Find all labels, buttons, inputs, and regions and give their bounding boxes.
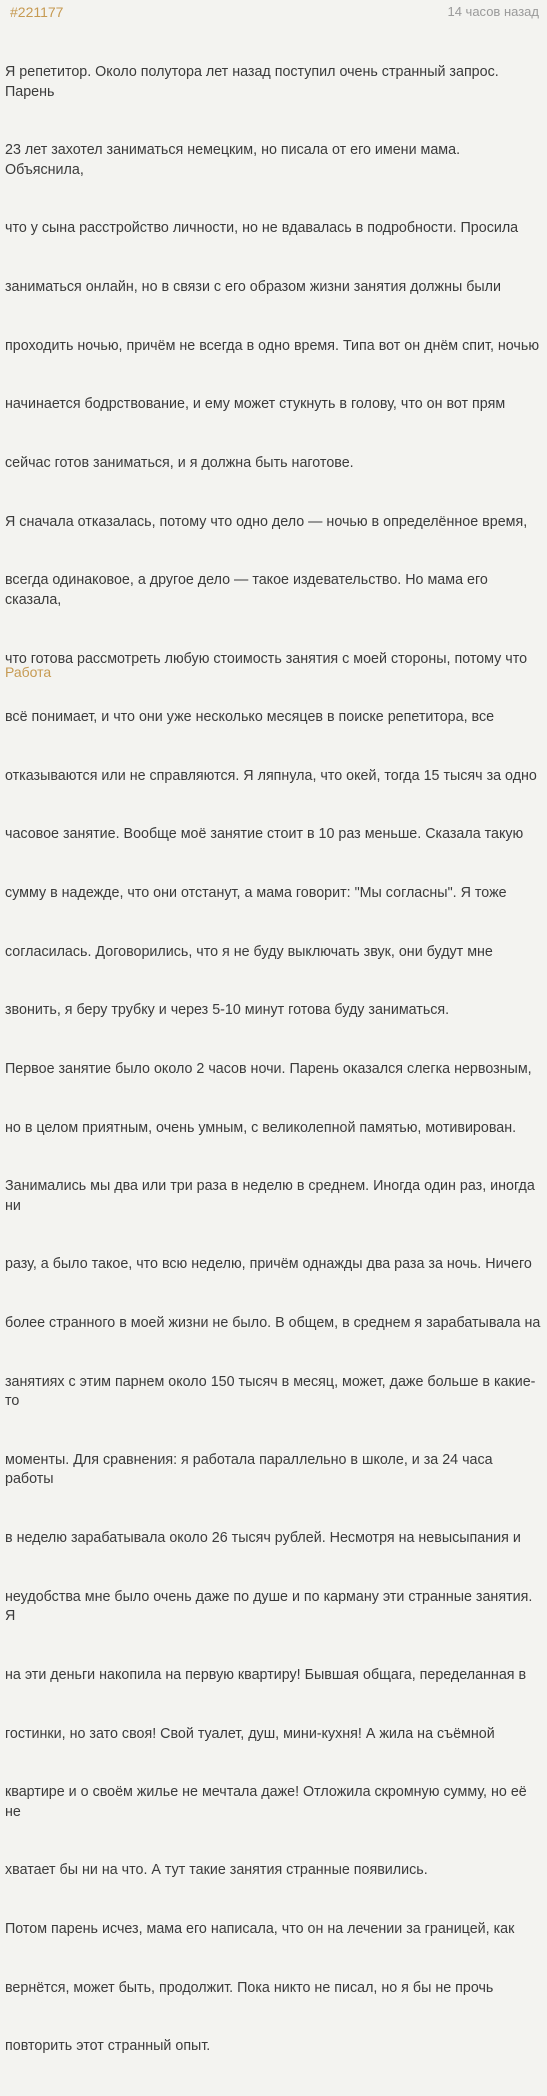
post-line: звонить, я беру трубку и через 5-10 минут готова буду заниматься. [5, 1002, 450, 1019]
post-line: всегда одинаковое, а другое дело — такое издевательство. Но мама его сказала, [5, 572, 492, 608]
post-id-link[interactable]: #221177 [10, 4, 64, 20]
post-line: повторить этот странный опыт. [5, 2038, 211, 2055]
post-line: Я репетитор. Около полутора лет назад поступил очень странный запрос. Парень [5, 64, 503, 100]
post-line: более странного в моей жизни не было. В общем, в среднем я зарабатывала на [5, 1315, 541, 1332]
post-line: моменты. Для сравнения: я работала параллельно в школе, и за 24 часа работы [5, 1451, 497, 1488]
post-line: сумму в надежде, что они отстанут, а мама говорит: "Мы согласны". Я тоже [5, 885, 507, 902]
post-line: заниматься онлайн, но в связи с его образом жизни занятия должны были [5, 279, 501, 296]
post-line: начинается бодрствование, и ему может стукнуть в голову, что он вот прям [5, 396, 506, 413]
post-line: Первое занятие было около 2 часов ночи. Парень оказался слегка нервозным, [5, 1060, 532, 1077]
post-line: хватает бы ни на что. А тут такие занятия странные появились. [5, 1862, 428, 1879]
post-line: что у сына расстройство личности, но не вдавалась в подробности. Просила [5, 220, 519, 237]
post-line: сейчас готов заниматься, и я должна быть наготове. [5, 455, 354, 472]
post-line: что готова рассмотреть любую стоимость занятия с моей стороны, потому что [5, 650, 528, 667]
post-line: гостинки, но зато своя! Свой туалет, душ, мини-кухня! А жила на съёмной [5, 1725, 495, 1742]
post-line: занятиях с этим парнем около 150 тысяч в месяц, может, даже больше в какие-то [5, 1373, 536, 1410]
post-line: согласилась. Договорились, что я не буду выключать звук, они будут мне [5, 943, 493, 960]
post-line: в неделю зарабатывала около 26 тысяч рублей. Несмотря на невысыпания и [5, 1530, 521, 1547]
post-line: отказываются или не справляются. Я ляпнула, что окей, тогда 15 тысяч за одно [5, 767, 537, 784]
post-line: на эти деньги накопила на первую квартиру! Бывшая общага, переделанная в [5, 1666, 527, 1683]
post-header [5, 0, 542, 24]
post-line: проходить ночью, причём не всегда в одно время. Типа вот он днём спит, ночью [5, 337, 540, 354]
post-line: 23 лет захотел заниматься немецким, но писала от его имени мама. Объяснила, [5, 142, 465, 178]
post-line: квартире и о своём жилье не мечтала даже! Отложила скромную сумму, но её не [5, 1784, 531, 1820]
post-line: разу, а было такое, что всю неделю, причём однажды два раза за ночь. Ничего [5, 1256, 532, 1273]
post-line: Я сначала отказалась, потому что одно дело — ночью в определённое время, [5, 513, 528, 530]
post-line: вернётся, может быть, продолжит. Пока никто не писал, но я бы не прочь [5, 1979, 494, 1996]
tag-link[interactable]: Работа [5, 664, 52, 680]
post-line: но в целом приятным, очень умным, с великолепной памятью, мотивирован. [5, 1119, 517, 1136]
post-line: Занимались мы два или три раза в неделю в среднем. Иногда один раз, иногда ни [5, 1178, 539, 1214]
post-line: неудобства мне было очень даже по душе и по карману эти странные занятия. Я [5, 1588, 537, 1625]
post-line: Потом парень исчез, мама его написала, что он на лечении за границей, как [5, 1921, 515, 1938]
post-line: часовое занятие. Вообще моё занятие стоит в 10 раз меньше. Сказала такую [5, 826, 524, 843]
post-line: всё понимает, и что они уже несколько месяцев в поиске репетитора, все [5, 709, 495, 726]
post-timestamp: 14 часов назад [447, 4, 539, 19]
post-body [5, 24, 542, 2096]
